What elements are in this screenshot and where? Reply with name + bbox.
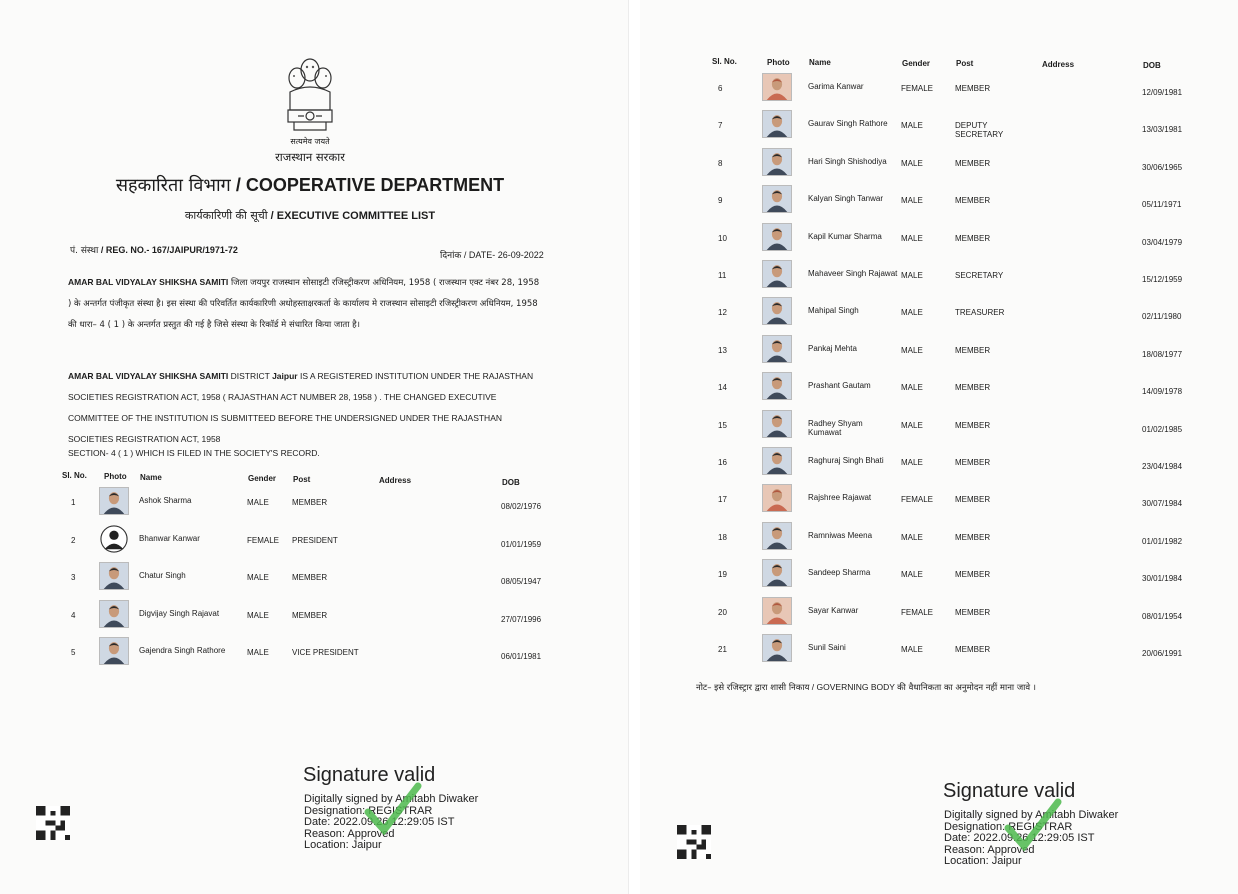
signature-line: Digitally signed by Amitabh Diwaker [944,809,1119,821]
document-page-right [640,0,1238,894]
cell-gender: MALE [901,158,923,168]
registration-number [70,243,238,256]
header-address: Address [1042,60,1075,69]
cell-gender: MALE [901,196,923,206]
member-photo [762,559,792,587]
registration-label-hindi: पं. संस्था [70,246,99,256]
cell-gender: MALE [901,532,923,542]
cell-gender: MALE [247,498,269,507]
member-photo [99,562,129,590]
cell-name: Chatur Singh [139,571,186,580]
cell-dob: 03/04/1979 [1142,237,1183,247]
cell-post: MEMBER [955,532,991,542]
department-heading [60,173,560,197]
member-photo [762,522,792,550]
cell-post: MEMBER [955,233,991,243]
list-heading-english: / EXECUTIVE COMMITTEE LIST [270,210,436,222]
cell-dob: 06/01/1981 [501,652,542,661]
qr-code-icon [36,806,70,840]
cell-sl-no: 3 [71,573,76,582]
cell-name: Ramniwas Meena [808,530,873,540]
header-dob: DOB [502,478,520,487]
signature-line: Reason: Approved [944,843,1035,856]
emblem-caption: सत्यमेव जयते [290,137,330,146]
header-gender: Gender [248,474,277,483]
qr-code-icon [677,825,711,859]
english-district: Jaipur [272,371,298,381]
note-line [696,682,1036,693]
cell-gender: MALE [247,648,269,657]
header-sl-no: Sl. No. [62,471,87,480]
cell-name: Gaurav Singh Rathore [808,119,888,129]
state-emblem-icon [280,52,340,144]
cell-name: Radhey Shyam Kumawat [808,418,863,437]
cell-dob: 27/07/1996 [501,614,542,624]
cell-sl-no: 2 [71,535,76,545]
cell-dob: 15/12/1959 [1142,275,1183,284]
cell-name: Kapil Kumar Sharma [808,231,882,241]
signature-valid-title: Signature valid [943,780,1076,802]
member-photo [762,73,792,101]
cell-name: Kalyan Singh Tanwar [808,194,884,204]
cell-dob: 18/08/1977 [1142,349,1183,359]
note-hindi: नोट– इसे रजिस्ट्रार द्वारा शासी निकाय [696,683,810,693]
cell-name: Ashok Sharma [139,496,192,505]
cell-gender: MALE [901,383,923,393]
cell-dob: 23/04/1984 [1142,462,1183,471]
member-photo [762,447,792,475]
cell-post: TREASURER [955,308,1005,318]
government-title: राजस्थान सरकार [275,150,345,164]
cell-post: MEMBER [955,458,991,467]
cell-gender: MALE [247,610,269,620]
cell-gender: MALE [901,271,923,280]
signature-check-icon [1002,796,1062,856]
hindi-paragraph-org: AMAR BAL VIDYALAY SHIKSHA SAMITI [68,277,229,287]
cell-sl-no: 14 [718,383,727,393]
signature-valid-title: Signature valid [303,764,436,786]
cell-name: Gajendra Singh Rathore [139,646,226,655]
cell-sl-no: 7 [718,121,723,131]
cell-sl-no: 9 [718,196,723,206]
member-photo [762,335,792,363]
cell-post: MEMBER [292,498,328,507]
cell-gender: FEMALE [901,607,934,617]
header-photo: Photo [767,58,790,67]
header-post: Post [293,475,311,484]
cell-sl-no: 10 [718,233,727,243]
cell-sl-no: 5 [71,648,76,657]
cell-post: VICE PRESIDENT [292,648,359,657]
english-paragraph-org: AMAR BAL VIDYALAY SHIKSHA SAMITI [68,371,229,381]
english-paragraph [68,366,543,450]
cell-post: MEMBER [292,610,328,620]
cell-sl-no: 13 [718,345,727,355]
english-paragraph-text: IS A REGISTERED INSTITUTION UNDER THE RAJASTHAN SOCIETIES REGISTRATION ACT, 1958 ( RAJASTHAN ACT NUMBER 28, 1958 ) . THE CHANGED EXECUTIVE COMMITTEE OF THE INSTITUTION IS SUBMITTEED BEFORE THE UNDERSIGNED UNDER THE RAJASTHAN SOCIETIES REGISTRATION ACT, 1958 [68,371,534,444]
cell-dob: 30/01/1984 [1142,574,1183,584]
signature-line: Designation: REGISTRAR [944,820,1073,833]
cell-name: Mahaveer Singh Rajawat [808,269,898,278]
member-photo [762,223,792,251]
signature-check-icon [362,780,422,840]
member-photo [762,484,792,512]
cell-dob: 20/06/1991 [1142,649,1183,658]
cell-post: MEMBER [955,420,991,430]
member-photo [762,297,792,325]
registration-value: / REG. NO.- 167/JAIPUR/1971-72 [100,245,238,255]
section-line: SECTION- 4 ( 1 ) WHICH IS FILED IN THE SOCIETY'S RECORD. [68,448,320,458]
cell-post: MEMBER [292,573,328,582]
english-district-prefix: DISTRICT [230,371,270,381]
cell-post: MEMBER [955,645,991,654]
cell-name: Hari Singh Shishodiya [808,156,887,166]
cell-dob: 13/03/1981 [1142,125,1183,135]
cell-name: Mahipal Singh [808,306,859,316]
cell-gender: MALE [901,645,923,654]
cell-name: Raghuraj Singh Bhati [808,456,884,465]
document-date [440,248,544,261]
cell-dob: 01/01/1959 [501,539,542,549]
cell-post: MEMBER [955,84,991,93]
cell-sl-no: 4 [71,610,76,620]
member-photo [762,185,792,213]
cell-gender: FEMALE [901,84,934,93]
cell-gender: MALE [901,345,923,355]
member-photo [99,487,129,515]
cell-sl-no: 21 [718,645,727,654]
signature-line: Location: Jaipur [944,855,1022,867]
cell-gender: MALE [901,308,923,318]
list-heading [60,208,560,223]
cell-sl-no: 12 [718,308,727,318]
cell-name: Rajshree Rajawat [808,493,872,503]
cell-gender: MALE [901,570,923,580]
cell-gender: MALE [901,233,923,243]
cell-gender: MALE [247,573,269,582]
cell-post: MEMBER [955,383,991,393]
cell-sl-no: 15 [718,420,727,430]
cell-dob: 01/01/1982 [1142,536,1183,546]
cell-dob: 30/07/1984 [1142,499,1183,509]
cell-post: MEMBER [955,495,991,505]
member-photo [762,597,792,625]
cell-post: MEMBER [955,345,991,355]
header-sl-no: Sl. No. [712,57,737,66]
cell-dob: 14/09/1978 [1142,387,1183,397]
header-name: Name [140,473,162,482]
cell-sl-no: 6 [718,84,723,93]
date-label-hindi: दिनांक [440,251,462,261]
cell-name: Digvijay Singh Rajavat [139,608,220,618]
cell-sl-no: 8 [718,158,723,168]
cell-sl-no: 20 [718,607,727,617]
cell-name: Pankaj Mehta [808,343,857,353]
header-post: Post [956,59,974,68]
cell-dob: 12/09/1981 [1142,88,1183,97]
cell-gender: FEMALE [247,535,280,545]
department-english: / COOPERATIVE DEPARTMENT [235,175,505,195]
cell-post: MEMBER [955,570,991,580]
cell-dob: 05/11/1971 [1142,200,1182,210]
cell-dob: 08/05/1947 [501,577,542,586]
hindi-paragraph [68,272,543,336]
cell-dob: 30/06/1965 [1142,162,1183,172]
header-dob: DOB [1143,61,1161,70]
cell-sl-no: 11 [718,271,727,280]
member-photo [99,600,129,628]
member-photo [762,260,792,288]
department-hindi: सहकारिता विभाग [115,175,231,196]
signature-line: Date: 2022.09.26 12:29:05 IST [304,816,455,828]
signature-line: Digitally signed by Amitabh Diwaker [304,793,479,805]
cell-post: MEMBER [955,196,991,206]
cell-dob: 01/02/1985 [1142,424,1183,434]
member-photo [762,110,792,138]
cell-name: Garima Kanwar [808,82,864,91]
note-hindi-2: की वैधानिकता का अनुमोदन नहीं माना जावे । [897,683,1036,693]
header-name: Name [809,58,831,67]
member-photo [99,525,129,553]
cell-dob: 08/01/1954 [1142,611,1183,621]
cell-gender: MALE [901,121,923,131]
cell-name: Sandeep Sharma [808,568,871,578]
cell-name: Sunil Saini [808,643,846,652]
list-heading-hindi: कार्यकारिणी की सूची [184,209,268,222]
member-photo [99,637,129,665]
member-photo [762,410,792,438]
cell-dob: 08/02/1976 [501,502,542,511]
header-gender: Gender [902,59,931,68]
signature-line: Designation: REGISTRAR [304,804,433,817]
signature-line: Date: 2022.09.26 12:29:05 IST [944,832,1095,844]
cell-name: Prashant Gautam [808,381,871,391]
member-photo [762,634,792,662]
signature-line: Reason: Approved [304,827,395,840]
cell-post: DEPUTY SECRETARY [955,121,1004,140]
cell-gender: FEMALE [901,495,934,505]
cell-sl-no: 19 [718,570,727,580]
cell-sl-no: 18 [718,532,727,542]
cell-post: MEMBER [955,607,991,617]
hindi-paragraph-text: जिला जयपुर राजस्थान सोसाइटी रजिस्ट्रीकरण अधिनियम, 1958 ( राजस्थान एक्ट नंबर 28, 1958 ) के अन्तर्गत पंजीकृत संस्था है। इस संस्था की परिवर्तित कार्यकारिणी अधोहस्ताक्षरकर्ता के कार्यालय मे राजस्थान सोसाइटी रजिस्ट्रीकरण अधिनियम, 1958 की धारा– 4 ( 1 ) के अन्तर्गत प्रस्तुत की गई है जिसे संस्था के रिकॉर्ड मे संधारित किया जाता है। [68,278,540,330]
header-photo: Photo [104,472,127,481]
member-photo [762,148,792,176]
cell-sl-no: 16 [718,458,727,467]
note-english: / GOVERNING BODY [811,682,895,692]
date-value: / DATE- 26-09-2022 [463,250,544,260]
cell-name: Bhanwar Kanwar [139,533,200,543]
cell-post: SECRETARY [955,271,1004,280]
cell-name: Sayar Kanwar [808,605,859,615]
cell-sl-no: 1 [71,498,76,507]
cell-dob: 02/11/1980 [1142,312,1182,322]
cell-gender: MALE [901,420,923,430]
signature-line: Location: Jaipur [304,839,382,851]
cell-gender: MALE [901,458,923,467]
cell-sl-no: 17 [718,495,727,505]
cell-post: MEMBER [955,158,991,168]
header-address: Address [379,476,412,485]
member-photo [762,372,792,400]
cell-post: PRESIDENT [292,535,338,545]
